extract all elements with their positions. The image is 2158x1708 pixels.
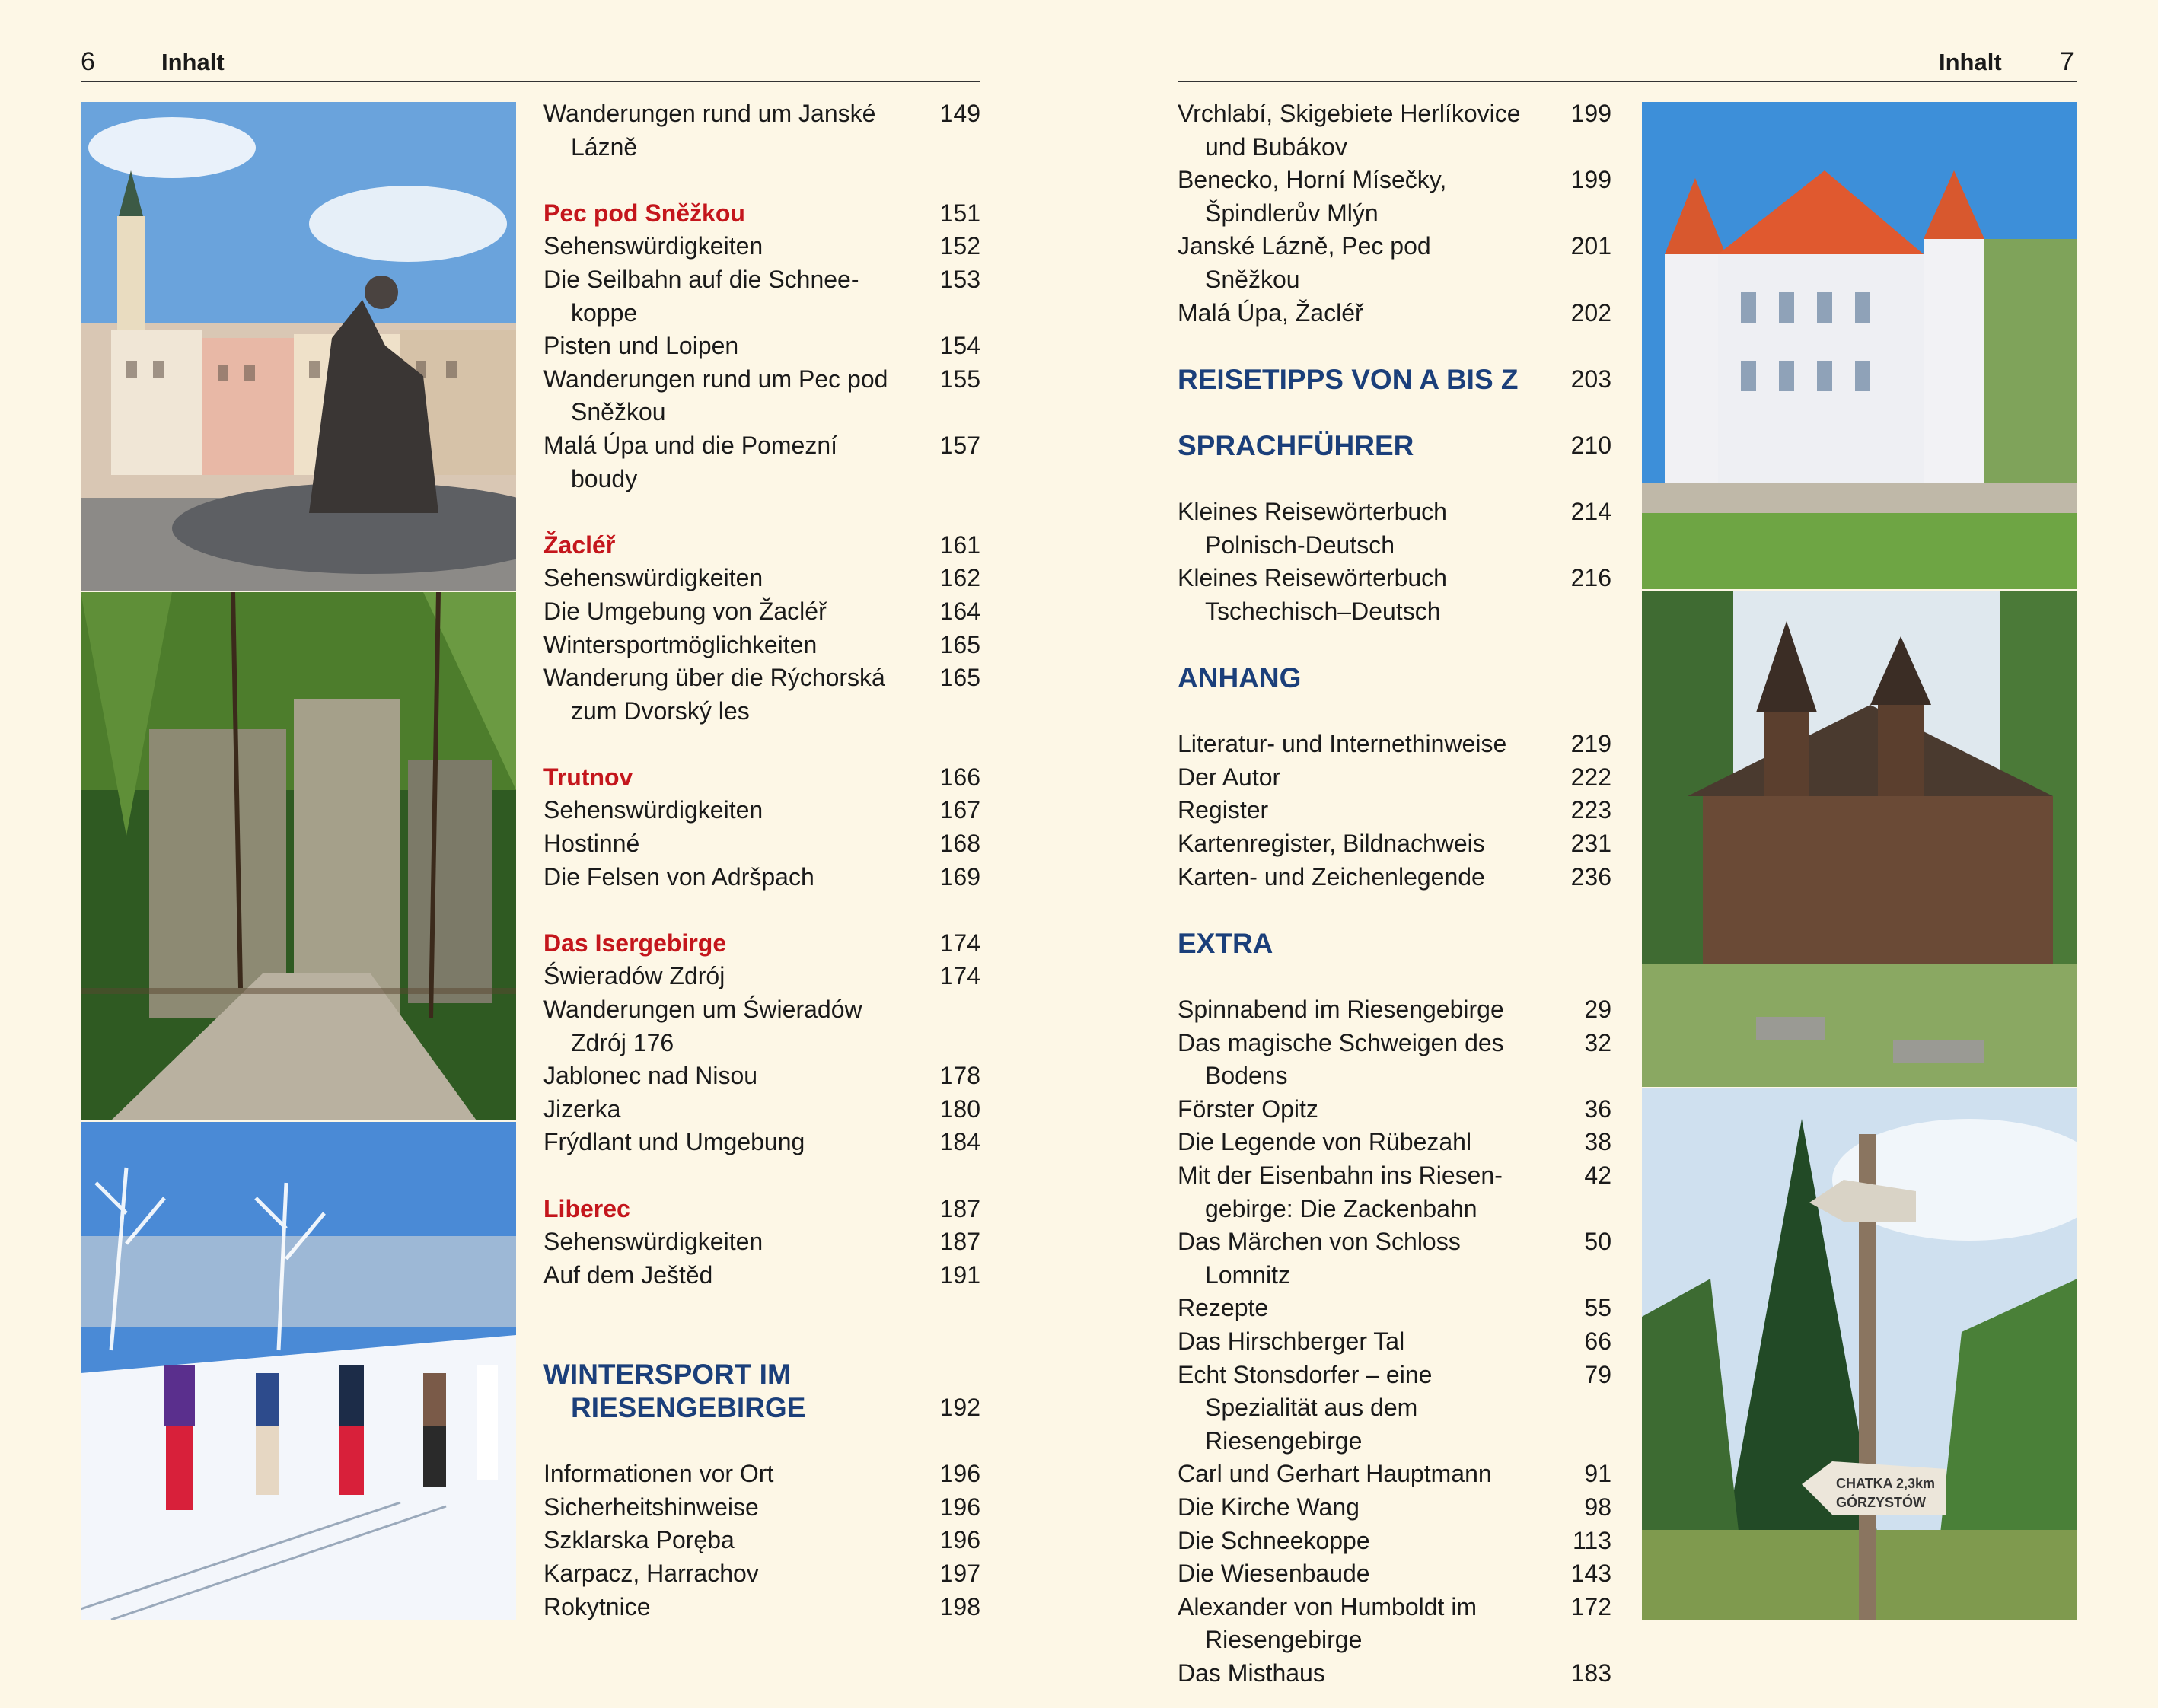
toc-entry-title: Informationen vor Ort (543, 1460, 774, 1488)
toc-entry-page: 199 (1570, 100, 1611, 127)
toc-entry-title: Wanderungen rund um Pec pod Sněžkou (543, 365, 888, 426)
toc-entry-page: 36 (1584, 1095, 1611, 1123)
toc-entry (543, 1524, 980, 1557)
toc-entry-page: 183 (1570, 1659, 1611, 1687)
toc-entry-page: 174 (939, 962, 980, 990)
toc-chapter-entry (543, 927, 980, 961)
toc-entry-title: Sehenswürdigkeiten (543, 796, 763, 824)
toc-entry-page: 231 (1570, 830, 1611, 858)
toc-entry-title: Die Wiesenbaude (1178, 1560, 1370, 1588)
toc-entry-title: Sehenswürdigkeiten (543, 564, 763, 592)
toc-entry-page: 201 (1570, 232, 1611, 260)
toc-spacer (543, 894, 980, 927)
toc-entry-page: 149 (939, 100, 980, 127)
toc-section-heading (1178, 429, 1611, 463)
toc-entry-page: 196 (939, 1460, 980, 1488)
toc-entry-page: 165 (939, 630, 980, 658)
left-running-head: Inhalt (161, 49, 225, 75)
left-toc-column (543, 97, 980, 1624)
toc-entry-page: 151 (939, 199, 980, 227)
toc-entry-title: Rezepte (1178, 1294, 1269, 1322)
toc-entry (1178, 1591, 1611, 1657)
toc-entry (543, 993, 980, 1060)
right-page-number: 7 (2060, 47, 2074, 76)
toc-entry-page: 210 (1570, 431, 1611, 459)
toc-spacer (1178, 396, 1611, 429)
toc-entry-page: 166 (939, 763, 980, 791)
toc-entry-page (897, 993, 980, 1060)
toc-entry (1178, 1225, 1611, 1292)
toc-spacer (543, 164, 980, 197)
toc-entry-page: 180 (939, 1095, 980, 1123)
toc-entry-page: 162 (939, 564, 980, 592)
toc-entry-page: 197 (939, 1559, 980, 1587)
toc-entry-page: 50 (1584, 1228, 1611, 1256)
toc-entry-page: 143 (1570, 1560, 1611, 1588)
toc-entry-title: Hostinné (543, 830, 640, 858)
toc-entry-title: Sicherheitshinweise (543, 1493, 759, 1521)
toc-entry-title: Malá Úpa und die Pomezní boudy (543, 431, 837, 492)
toc-entry (1178, 1525, 1611, 1558)
toc-spacer (543, 1159, 980, 1193)
toc-entry-page: 192 (939, 1393, 980, 1421)
toc-entry (543, 861, 980, 894)
photo-wooden-signpost (1642, 1088, 2077, 1620)
toc-entry (1178, 1093, 1611, 1126)
toc-entry-page: 187 (939, 1228, 980, 1256)
toc-entry-title: Benecko, Horní Mísečky, Špindlerův Mlýn (1178, 166, 1447, 227)
toc-entry-title: Karpacz, Harrachov (543, 1559, 759, 1587)
toc-entry-page: 38 (1584, 1128, 1611, 1156)
toc-entry (1178, 1126, 1611, 1159)
toc-entry-title: Das Hirschberger Tal (1178, 1327, 1405, 1355)
toc-entry-title: SPRACHFÜHRER (1178, 429, 1414, 461)
toc-entry (1178, 1557, 1611, 1591)
toc-entry-page: 161 (939, 531, 980, 559)
toc-spacer (543, 1292, 980, 1358)
toc-section-heading (1178, 927, 1611, 961)
toc-entry-title: Carl und Gerhart Hauptmann (1178, 1460, 1492, 1488)
toc-entry-title: Wanderung über die Rýchorská zum Dvorský les (543, 664, 885, 725)
toc-entry (1178, 761, 1611, 795)
toc-entry-title: Liberec (543, 1194, 630, 1222)
toc-entry-title: Kleines Reisewörterbuch Polnisch-Deutsch (1178, 498, 1447, 559)
toc-entry-page: 178 (939, 1062, 980, 1090)
toc-entry-page: 79 (1584, 1360, 1611, 1388)
left-page-number: 6 (81, 47, 95, 76)
toc-entry-page: 223 (1570, 796, 1611, 824)
toc-entry-title: Karten- und Zeichenlegende (1178, 862, 1485, 891)
toc-entry (543, 1557, 980, 1591)
toc-entry-page: 172 (1570, 1592, 1611, 1620)
toc-spacer (1178, 960, 1611, 993)
toc-entry-title: Echt Stonsdorfer – eine Spezialität aus dem Riesengebirge (1178, 1360, 1433, 1455)
toc-entry (543, 363, 980, 429)
toc-entry (543, 661, 980, 728)
toc-entry (543, 1458, 980, 1491)
toc-entry (1178, 496, 1611, 562)
toc-entry (1178, 1325, 1611, 1359)
left-header-rule (81, 81, 980, 82)
toc-entry-title: Kartenregister, Bildnachweis (1178, 830, 1485, 858)
photo-cross-country-skiers (81, 1122, 516, 1620)
toc-entry-title: REISETIPPS VON A BIS Z (1178, 363, 1519, 395)
right-toc-column (1178, 97, 1611, 1690)
toc-entry-page: 165 (939, 664, 980, 692)
toc-entry-page: 169 (939, 862, 980, 891)
toc-entry (543, 429, 980, 496)
photo-town-square-fountain (81, 102, 516, 591)
toc-entry-title: Świeradów Zdrój (543, 962, 725, 990)
toc-entry-page: 113 (1572, 1526, 1611, 1554)
toc-entry-page: 66 (1584, 1327, 1611, 1355)
toc-entry-title: Žacléř (543, 531, 616, 559)
toc-entry-title: Das Isergebirge (543, 929, 727, 957)
toc-entry (543, 330, 980, 363)
toc-entry (1178, 1657, 1611, 1690)
toc-entry-title: Mit der Eisenbahn ins Riesen-gebirge: Die Zackenbahn (1178, 1162, 1503, 1222)
toc-entry (1178, 794, 1611, 827)
toc-spacer (1178, 330, 1611, 363)
toc-entry-page: 157 (939, 431, 980, 459)
toc-entry-page: 152 (939, 232, 980, 260)
toc-entry-title: Jizerka (543, 1095, 621, 1123)
toc-entry (543, 263, 980, 330)
toc-chapter-entry (543, 529, 980, 562)
right-running-head: Inhalt (1939, 49, 2002, 75)
toc-entry-page: 199 (1570, 166, 1611, 194)
toc-entry-title: Sehenswürdigkeiten (543, 232, 763, 260)
toc-section-heading (1178, 661, 1611, 695)
toc-spacer (1178, 695, 1611, 728)
toc-spacer (543, 1425, 980, 1458)
toc-entry-page: 198 (939, 1592, 980, 1620)
toc-entry-title: Rokytnice (543, 1592, 651, 1620)
toc-entry (1178, 1491, 1611, 1525)
right-header-rule (1178, 81, 2077, 82)
toc-entry (1178, 230, 1611, 296)
toc-entry-title: Alexander von Humboldt im Riesengebirge (1178, 1592, 1477, 1654)
toc-entry (543, 1093, 980, 1126)
toc-entry (543, 230, 980, 263)
toc-entry-title: WINTERSPORT IM RIESENGEBIRGE (543, 1359, 806, 1423)
toc-entry-page: 32 (1584, 1028, 1611, 1056)
toc-entry-title: Frýdlant und Umgebung (543, 1128, 805, 1156)
toc-entry-title: Das Märchen von Schloss Lomnitz (1178, 1228, 1461, 1289)
toc-entry (543, 1225, 980, 1259)
toc-entry-page: 174 (939, 929, 980, 957)
toc-entry-page: 216 (1570, 564, 1611, 592)
toc-spacer (1178, 894, 1611, 927)
toc-entry-title: Malá Úpa, Žacléř (1178, 298, 1363, 327)
toc-entry (543, 97, 980, 164)
toc-entry (1178, 993, 1611, 1027)
toc-entry-page: 167 (939, 796, 980, 824)
toc-spacer (1178, 463, 1611, 496)
toc-entry (543, 595, 980, 629)
toc-entry-title: Wanderungen um Świeradów Zdrój 176 (543, 996, 862, 1056)
toc-entry-page: 214 (1570, 498, 1611, 526)
toc-entry-page: 155 (939, 365, 980, 393)
toc-entry (1178, 1458, 1611, 1491)
toc-entry-title: Literatur- und Internethinweise (1178, 730, 1507, 758)
toc-entry (543, 1591, 980, 1624)
toc-entry (1178, 562, 1611, 628)
toc-entry-title: Das magische Schweigen des Bodens (1178, 1028, 1504, 1090)
toc-entry (1178, 1027, 1611, 1093)
toc-entry-title: Die Seilbahn auf die Schnee-koppe (543, 265, 859, 327)
toc-spacer (1178, 629, 1611, 662)
toc-entry-title: Wintersportmöglichkeiten (543, 630, 818, 658)
toc-entry-title: Auf dem Ještěd (543, 1260, 713, 1289)
toc-entry-page: 42 (1584, 1162, 1611, 1189)
toc-entry (1178, 1159, 1611, 1225)
toc-entry-page: 164 (939, 597, 980, 625)
toc-entry-page: 219 (1570, 730, 1611, 758)
toc-entry (1178, 164, 1611, 230)
toc-entry-page: 184 (939, 1128, 980, 1156)
photo-castle-palace (1642, 102, 2077, 589)
toc-entry (1178, 827, 1611, 861)
toc-entry (543, 960, 980, 993)
photo-wooden-church-wang (1642, 591, 2077, 1087)
toc-entry-title: Sehenswürdigkeiten (543, 1228, 763, 1256)
toc-entry-title: Kleines Reisewörterbuch Tschechisch–Deutsch (1178, 564, 1447, 625)
toc-entry-page: 203 (1570, 365, 1611, 393)
toc-entry (543, 629, 980, 662)
toc-entry (1178, 297, 1611, 330)
toc-entry (543, 562, 980, 595)
toc-entry-page: 196 (939, 1493, 980, 1521)
toc-entry-title: Vrchlabí, Skigebiete Herlíkovice und Bubákov (1178, 100, 1521, 161)
toc-section-heading (1178, 363, 1611, 397)
toc-section-heading (543, 1358, 980, 1424)
toc-entry (543, 1060, 980, 1093)
toc-entry-title: Die Legende von Rübezahl (1178, 1128, 1472, 1156)
toc-entry-title: Trutnov (543, 763, 633, 791)
toc-entry-page: 154 (939, 332, 980, 360)
toc-entry-page: 202 (1570, 298, 1611, 327)
toc-entry (1178, 1292, 1611, 1325)
toc-entry-title: EXTRA (1178, 927, 1273, 959)
toc-entry-title: Die Felsen von Adršpach (543, 862, 814, 891)
toc-entry (1178, 861, 1611, 894)
toc-entry-title: Pec pod Sněžkou (543, 199, 745, 227)
signpost-line2: GÓRZYSTÓW (1836, 1495, 1926, 1510)
toc-entry-title: Wanderungen rund um Janské Lázně (543, 100, 876, 161)
toc-entry-title: Janské Lázně, Pec pod Sněžkou (1178, 232, 1431, 293)
photo-forest-path-rocks (81, 592, 516, 1120)
toc-entry-page: 236 (1570, 862, 1611, 891)
toc-entry-title: Förster Opitz (1178, 1095, 1318, 1123)
toc-entry-title: Der Autor (1178, 763, 1281, 791)
toc-entry-page: 91 (1584, 1460, 1611, 1488)
toc-entry-page: 29 (1584, 996, 1611, 1024)
toc-entry-page: 187 (939, 1194, 980, 1222)
toc-chapter-entry (543, 761, 980, 795)
toc-entry-title: Die Kirche Wang (1178, 1493, 1360, 1521)
toc-entry-page: 55 (1584, 1294, 1611, 1322)
toc-entry (543, 1491, 980, 1525)
toc-entry (1178, 1359, 1611, 1458)
toc-entry-title: Register (1178, 796, 1269, 824)
toc-spacer (543, 496, 980, 529)
toc-entry-title: Szklarska Poręba (543, 1526, 735, 1554)
toc-entry-page: 191 (939, 1260, 980, 1289)
toc-entry (543, 1126, 980, 1159)
toc-entry-page: 168 (939, 830, 980, 858)
toc-entry-title: Die Umgebung von Žacléř (543, 597, 827, 625)
toc-entry-page: 222 (1570, 763, 1611, 791)
toc-entry-title: Das Misthaus (1178, 1659, 1325, 1687)
toc-entry-title: Spinnabend im Riesengebirge (1178, 996, 1504, 1024)
signpost-line1: CHATKA 2,3km (1836, 1476, 1936, 1491)
toc-entry-title: Pisten und Loipen (543, 332, 739, 360)
toc-chapter-entry (543, 1193, 980, 1226)
toc-entry-page: 196 (939, 1526, 980, 1554)
toc-entry-title: Die Schneekoppe (1178, 1526, 1370, 1554)
toc-spacer (543, 728, 980, 761)
toc-entry (543, 794, 980, 827)
toc-entry-page: 98 (1584, 1493, 1611, 1521)
toc-entry (1178, 728, 1611, 761)
toc-entry (543, 827, 980, 861)
toc-entry-title: ANHANG (1178, 662, 1302, 694)
toc-entry (1178, 97, 1611, 164)
toc-entry (543, 1259, 980, 1292)
toc-chapter-entry (543, 197, 980, 231)
toc-entry-title: Jablonec nad Nisou (543, 1062, 758, 1090)
toc-entry-page: 153 (939, 265, 980, 293)
